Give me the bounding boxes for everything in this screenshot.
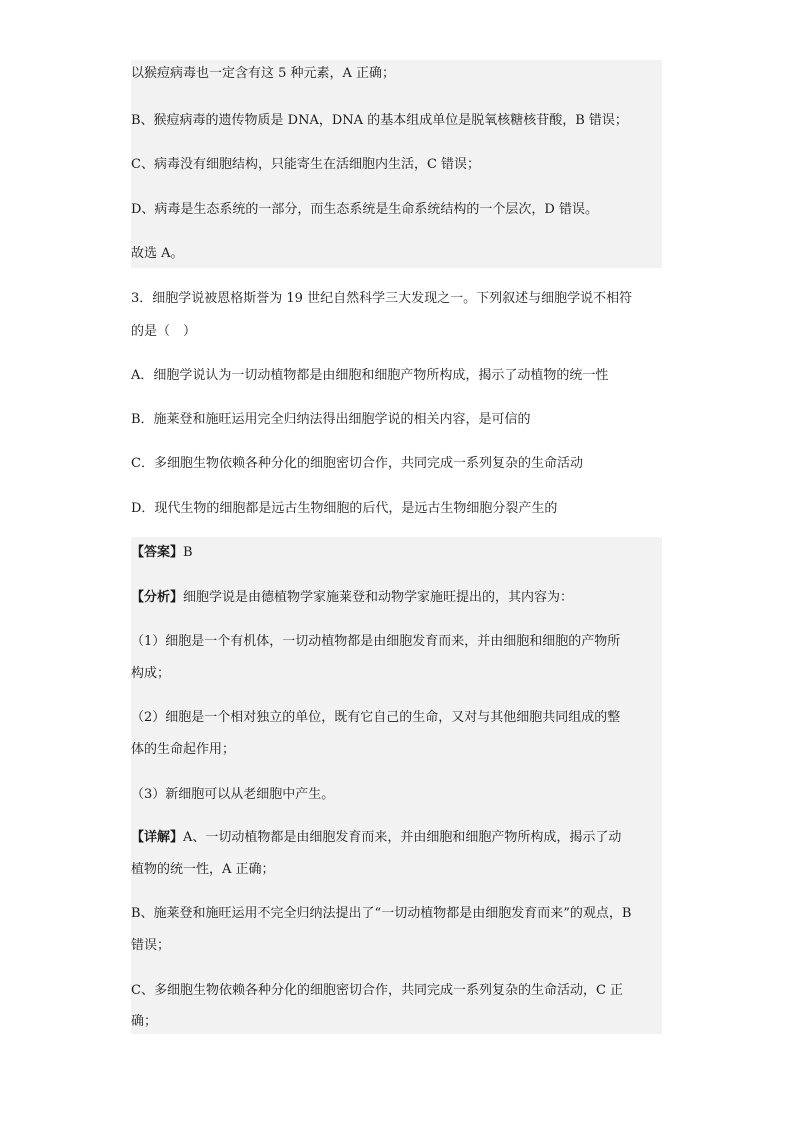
analysis-point-3: （3）新细胞可以从老细胞中产生。 [131,787,335,802]
solution-block-2-background [131,537,662,1034]
solution-line: 以猴痘病毒也一定含有这 5 种元素，A 正确； [131,66,396,81]
solution-line: 故选 A。 [131,246,184,261]
detail-line [131,830,662,846]
answer-line [131,545,662,561]
solution-line: D、病毒是生态系统的一部分，而生态系统是生命系统结构的一个层次，D 错误。 [131,202,598,217]
question-stem: 3．细胞学说被恩格斯誉为 19 世纪自然科学三大发现之一。下列叙述与细胞学说不相符 [131,291,633,306]
detail-a-continued: 植物的统一性，A 正确； [131,862,275,877]
detail-b: B、施莱登和施旺运用不完全归纳法提出了“一切动植物都是由细胞发育而来”的观点，B [131,906,632,921]
analysis-label: 【分析】 [131,590,184,605]
analysis-point-2: （2）细胞是一个相对独立的单位，既有它自己的生命，又对与其他细胞共同组成的整 [131,710,621,725]
analysis-line [131,590,662,606]
detail-a: A、一切动植物都是由细胞发育而来，并由细胞和细胞产物所构成，揭示了动 [183,830,622,845]
option-c: C．多细胞生物依赖各种分化的细胞密切合作，共同完成一系列复杂的生命活动 [131,456,583,471]
option-b: B．施莱登和施旺运用完全归纳法得出细胞学说的相关内容，是可信的 [131,412,531,427]
detail-label: 【详解】 [131,830,184,845]
question-stem-continued: 的是（ ） [131,324,197,339]
option-a: A．细胞学说认为一切动植物都是由细胞和细胞产物所构成，揭示了动植物的统一性 [131,368,609,383]
detail-c: C、多细胞生物依赖各种分化的细胞密切合作，共同完成一系列复杂的生命活动，C 正 [131,983,624,998]
option-d: D．现代生物的细胞都是远古生物细胞的后代，是远古生物细胞分裂产生的 [131,501,558,516]
answer-label: 【答案】 [131,545,184,560]
answer-value: B [183,545,193,560]
solution-line: B、猴痘病毒的遗传物质是 DNA，DNA 的基本组成单位是脱氧核糖核苷酸，B 错误； [131,113,628,128]
analysis-intro: 细胞学说是由德植物学家施莱登和动物学家施旺提出的，其内容为： [183,590,574,605]
detail-b-continued: 错误； [131,938,171,953]
solution-line: C、病毒没有细胞结构，只能寄生在活细胞内生活，C 错误； [131,157,481,172]
detail-c-continued: 确； [131,1014,158,1029]
analysis-point-1: （1）细胞是一个有机体，一切动植物都是由细胞发育而来，并由细胞和细胞的产物所 [131,634,621,649]
analysis-point-1-continued: 构成； [131,666,171,681]
analysis-point-2-continued: 体的生命起作用； [131,742,236,757]
